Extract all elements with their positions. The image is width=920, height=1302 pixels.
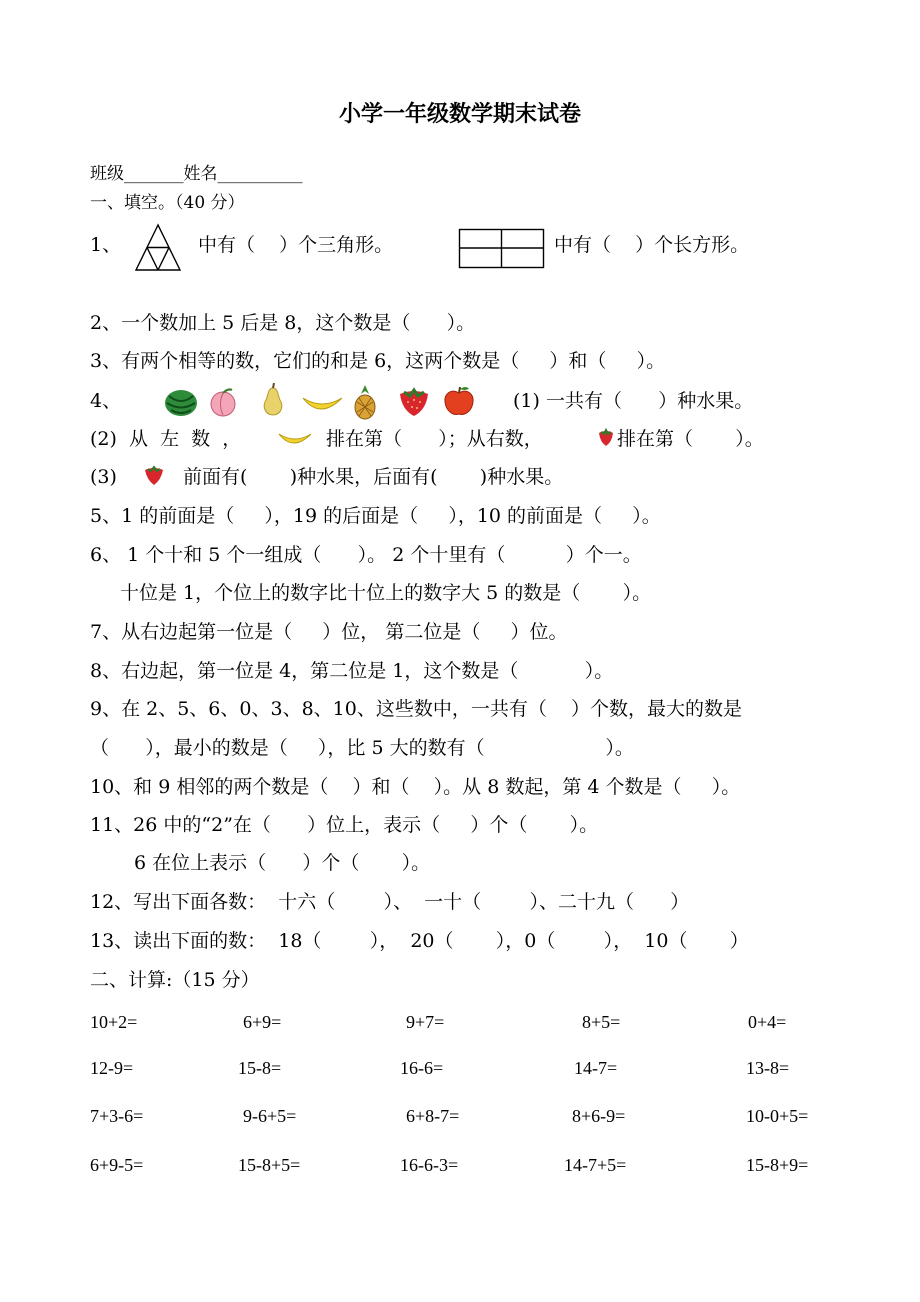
question-3: 3、有两个相等的数，它们的和是 6，这两个数是（ ）和（ ）。 — [90, 350, 666, 372]
calc-item: 16-6-3= — [400, 1155, 459, 1175]
section-fill-blank: 一、填空。（40 分） — [90, 193, 245, 213]
question-12: 12、写出下面各数： 十六（ ）、 一十（ ）、二十九（ ） — [90, 891, 690, 913]
strawberry-small-icon — [596, 428, 616, 448]
calc-item: 14-7+5= — [564, 1155, 627, 1175]
calc-item: 8+5= — [582, 1012, 621, 1032]
watermelon-icon — [163, 386, 199, 418]
calc-item: 9+7= — [406, 1012, 445, 1032]
q4-sub3-prefix: (3) — [90, 466, 117, 488]
strawberry-icon — [394, 386, 434, 418]
question-8: 8、右边起，第一位是 4，第二位是 1，这个数是（ ）。 — [90, 660, 614, 682]
calc-item: 6+8-7= — [406, 1106, 460, 1126]
calc-item: 10+2= — [90, 1012, 138, 1032]
calc-item: 15-8+5= — [238, 1155, 301, 1175]
banana-small-icon — [277, 428, 313, 450]
pineapple-icon — [350, 384, 380, 420]
calc-item: 15-8= — [238, 1058, 282, 1078]
q4-sub2-suffix: 排在第（ ）。 — [617, 428, 764, 450]
rectangle-figure — [458, 228, 546, 270]
calc-item: 7+3-6= — [90, 1106, 144, 1126]
calc-item: 0+4= — [748, 1012, 787, 1032]
apple-icon — [441, 384, 477, 418]
q1-triangle-question: 中有（ ）个三角形。 — [198, 234, 394, 256]
question-9-line2: （ ），最小的数是（ ），比 5 大的数有（ ）。 — [90, 737, 634, 759]
question-2: 2、一个数加上 5 后是 8，这个数是（ ）。 — [90, 312, 476, 334]
peach-icon — [206, 386, 240, 418]
question-6-line2: 十位是 1，个位上的数字比十位上的数字大 5 的数是（ ）。 — [120, 582, 652, 604]
q1-rectangle-question: 中有（ ）个长方形。 — [554, 234, 750, 256]
calc-item: 14-7= — [574, 1058, 618, 1078]
calc-item: 10-0+5= — [746, 1106, 809, 1126]
triangle-figure — [133, 222, 183, 272]
calc-item: 8+6-9= — [572, 1106, 626, 1126]
section-calculation: 二、计算:（15 分） — [90, 969, 260, 991]
question-11-line1: 11、26 中的“2”在（ ）位上，表示（ ）个（ ）。 — [90, 814, 599, 836]
question-13: 13、读出下面的数： 18（ ）， 20（ ），0（ ）， 10（ ） — [90, 930, 749, 952]
q4-sub1: (1) 一共有（ ）种水果。 — [513, 390, 754, 412]
q4-sub2-middle: 排在第（ ）；从右数， — [326, 428, 543, 450]
question-9-line1: 9、在 2、5、6、0、3、8、10、这些数中，一共有（ ）个数，最大的数是 — [90, 698, 742, 720]
strawberry-small-icon-2 — [142, 465, 166, 487]
calc-item: 13-8= — [746, 1058, 790, 1078]
q4-number: 4、 — [90, 390, 122, 412]
q4-sub2-prefix: (2) 从 左 数 ， — [90, 428, 242, 450]
question-10: 10、和 9 相邻的两个数是（ ）和（ ）。从 8 数起，第 4 个数是（ ）。 — [90, 776, 741, 798]
pear-icon — [256, 382, 290, 418]
q1-number: 1、 — [90, 234, 122, 256]
page-title: 小学一年级数学期末试卷 — [338, 101, 581, 127]
calc-item: 6+9= — [243, 1012, 282, 1032]
calc-item: 16-6= — [400, 1058, 444, 1078]
question-6-line1: 6、 1 个十和 5 个一组成（ ）。 2 个十里有（ ）个一。 — [90, 544, 642, 566]
banana-icon — [300, 390, 344, 418]
q4-sub3-text: 前面有( )种水果，后面有( )种水果。 — [183, 466, 564, 488]
question-7: 7、从右边起第一位是（ ）位， 第二位是（ ）位。 — [90, 621, 568, 643]
question-5: 5、1 的前面是（ ），19 的后面是（ ），10 的前面是（ ）。 — [90, 505, 661, 527]
question-11-line2: 6 在位上表示（ ）个（ ）。 — [134, 852, 431, 874]
calc-item: 12-9= — [90, 1058, 134, 1078]
calc-item: 6+9-5= — [90, 1155, 144, 1175]
calc-item: 9-6+5= — [243, 1106, 297, 1126]
calc-item: 15-8+9= — [746, 1155, 809, 1175]
class-name-line: 班级_______姓名__________ — [90, 164, 303, 184]
